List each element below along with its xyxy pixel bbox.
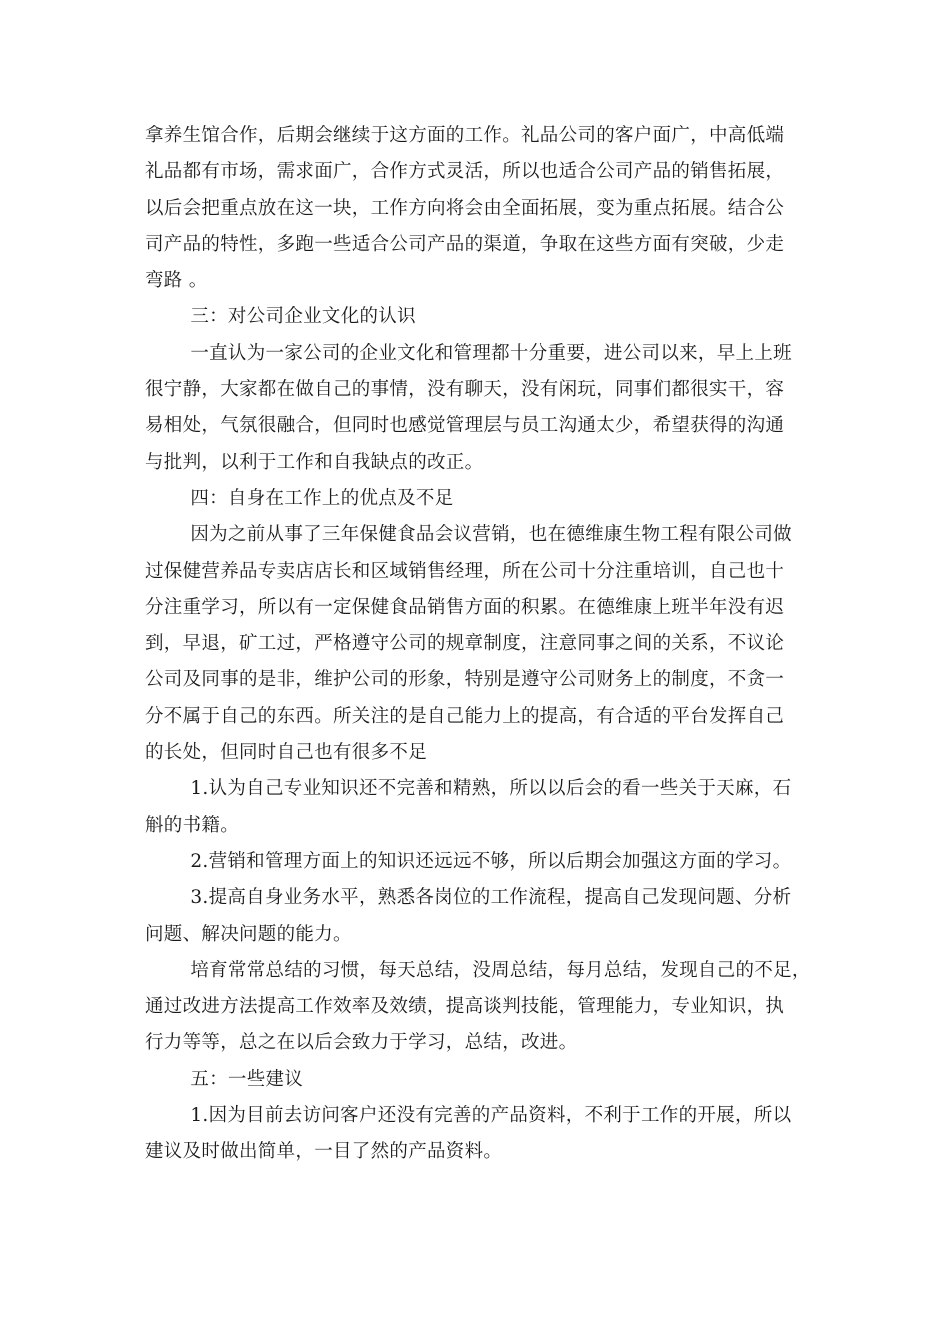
text-line: 问题、解决问题的能力。 — [145, 923, 352, 945]
text-line: 很宁静，大家都在做自己的事情，没有聊天，没有闲玩，同事们都很实干，容 — [145, 379, 785, 401]
text-line: 礼品都有市场，需求面广，合作方式灵活，所以也适合公司产品的销售拓展， — [145, 161, 785, 183]
text-line: 行力等等，总之在以后会致力于学习，总结，改进。 — [145, 1032, 578, 1054]
text-line: 以后会把重点放在这一块，工作方向将会由全面拓展，变为重点拓展。结合公 — [145, 197, 785, 219]
section-heading-suggestions — [145, 1062, 815, 1098]
list-item-suggestion-1 — [145, 1098, 815, 1171]
paragraph-corporate-culture — [145, 336, 815, 481]
text-line: 分注重学习，所以有一定保健食品销售方面的积累。在德维康上班半年没有迟 — [145, 596, 785, 618]
text-line: 的长处，但同时自己也有很多不足 — [145, 742, 428, 764]
list-item-weakness-3 — [145, 880, 815, 953]
heading-text: 三：对公司企业文化的认识 — [190, 306, 416, 328]
text-line: 分不属于自己的东西。所关注的是自己能力上的提高，有合适的平台发挥自己 — [145, 705, 785, 727]
text-line: 弯路 。 — [145, 270, 208, 292]
text-line: 1.认为自己专业知识还不完善和精熟，所以以后会的看一些关于天麻，石 — [190, 778, 792, 800]
text-line: 公司及同事的是非，维护公司的形象，特别是遵守公司财务上的制度，不贪一 — [145, 669, 785, 691]
text-line: 拿养生馆合作，后期会继续于这方面的工作。礼品公司的客户面广，中高低端 — [145, 125, 785, 146]
text-line: 1.因为目前去访问客户还没有完善的产品资料，不利于工作的开展，所以 — [190, 1105, 792, 1127]
text-line: 易相处，气氛很融合，但同时也感觉管理层与员工沟通太少，希望获得的沟通 — [145, 415, 785, 437]
list-item-weakness-2 — [145, 844, 815, 880]
text-line: 一直认为一家公司的企业文化和管理都十分重要，进公司以来，早上上班 — [190, 342, 792, 364]
text-line: 通过改进方法提高工作效率及效绩，提高谈判技能，管理能力，专业知识，执 — [145, 996, 785, 1018]
text-line: 建议及时做出简单，一目了然的产品资料。 — [145, 1141, 503, 1163]
list-item-weakness-1 — [145, 771, 815, 844]
heading-text: 五：一些建议 — [190, 1068, 304, 1090]
text-line: 斛的书籍。 — [145, 814, 240, 836]
paragraph-summary-habit — [145, 953, 815, 1062]
text-line: 到，早退，矿工过，严格遵守公司的规章制度，注意同事之间的关系，不议论 — [145, 633, 785, 655]
heading-text: 四：自身在工作上的优点及不足 — [190, 487, 454, 509]
text-line: 过保健营养品专卖店店长和区域销售经理，所在公司十分注重培训，自己也十 — [145, 560, 785, 582]
section-heading-corporate-culture — [145, 299, 815, 335]
text-line: 2.营销和管理方面上的知识还远远不够，所以后期会加强这方面的学习。 — [190, 850, 792, 872]
text-line: 3.提高自身业务水平，熟悉各岗位的工作流程，提高自己发现问题、分析 — [190, 887, 792, 909]
text-line: 司产品的特性，多跑一些适合公司产品的渠道，争取在这些方面有突破，少走 — [145, 233, 785, 255]
section-heading-strengths-weaknesses — [145, 481, 815, 517]
text-line: 因为之前从事了三年保健食品会议营销，也在德维康生物工程有限公司做 — [190, 524, 792, 546]
paragraph-experience — [145, 517, 815, 771]
text-line: 与批判，以利于工作和自我缺点的改正。 — [145, 451, 484, 473]
text-line: 培育常常总结的习惯，每天总结，没周总结，每月总结，发现自己的不足， — [190, 959, 811, 981]
document-body — [145, 118, 815, 1171]
paragraph-gift-company-cooperation — [145, 118, 815, 299]
